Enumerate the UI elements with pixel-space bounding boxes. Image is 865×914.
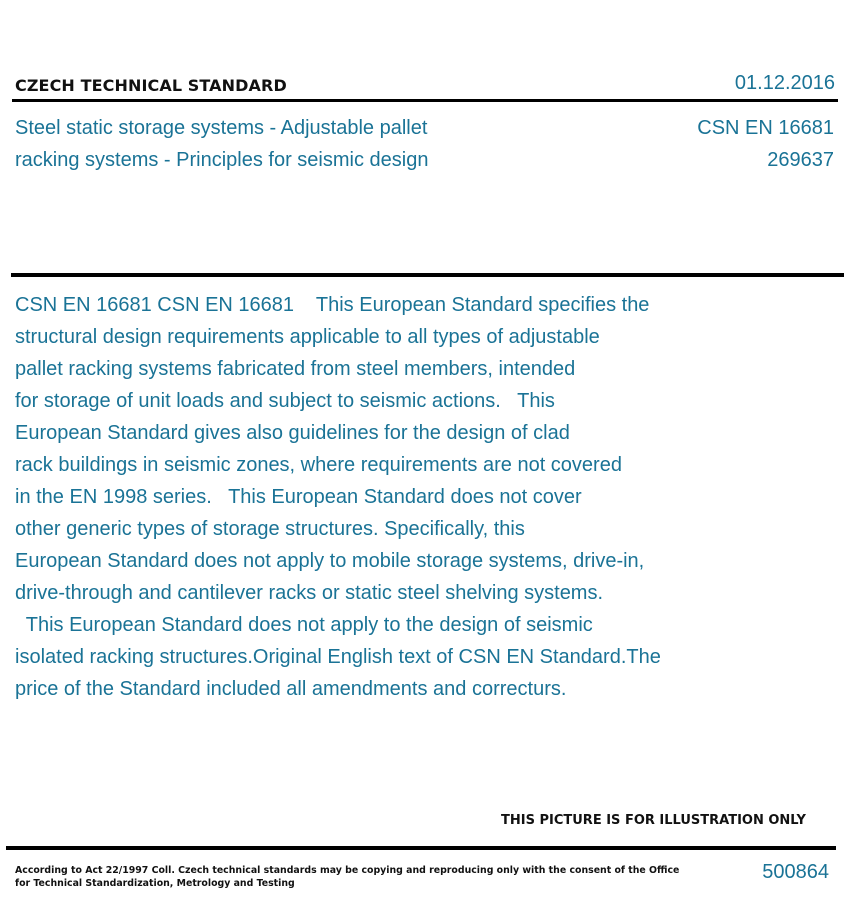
abstract-line: European Standard does not apply to mobile storage systems, drive-in,	[15, 550, 645, 572]
abstract-line: pallet racking systems fabricated from steel members, intended	[15, 358, 576, 380]
abstract-line: drive-through and cantilever racks or static steel shelving systems.	[15, 582, 604, 604]
header-title: CZECH TECHNICAL STANDARD	[15, 76, 287, 95]
catalog-number: 269637	[767, 149, 834, 171]
legal-notice-line: According to Act 22/1997 Coll. Czech technical standards may be copying and reproducing only with the consent of the Office	[15, 865, 680, 876]
abstract-line: European Standard gives also guidelines for the design of clad	[15, 422, 570, 444]
header-divider	[12, 99, 838, 102]
abstract-text	[15, 289, 735, 705]
abstract-line: rack buildings in seismic zones, where requirements are not covered	[15, 454, 622, 476]
abstract-line: isolated racking structures.Original English text of CSN EN Standard.The	[15, 646, 661, 668]
standard-number: CSN EN 16681	[697, 117, 834, 139]
illustration-disclaimer: THIS PICTURE IS FOR ILLUSTRATION ONLY	[501, 813, 806, 828]
standard-title-line-2: racking systems - Principles for seismic design	[15, 149, 429, 171]
legal-notice-line: for Technical Standardization, Metrology and Testing	[15, 878, 295, 889]
abstract-line: This European Standard does not apply to the design of seismic	[15, 614, 593, 636]
abstract-line: other generic types of storage structures. Specifically, this	[15, 518, 525, 540]
abstract-line: structural design requirements applicable to all types of adjustable	[15, 326, 600, 348]
abstract-line: in the EN 1998 series. This European Standard does not cover	[15, 486, 582, 508]
section-divider	[11, 273, 844, 277]
standard-title-line-1: Steel static storage systems - Adjustable pallet	[15, 117, 428, 139]
abstract-line: CSN EN 16681 CSN EN 16681 This European Standard specifies the	[15, 294, 650, 316]
issue-date: 01.12.2016	[734, 72, 835, 94]
footer-divider	[6, 846, 836, 850]
abstract-line: for storage of unit loads and subject to seismic actions. This	[15, 390, 555, 412]
footer-code: 500864	[762, 861, 829, 883]
abstract-line: price of the Standard included all amendments and correcturs.	[15, 678, 567, 700]
legal-notice	[15, 864, 679, 890]
